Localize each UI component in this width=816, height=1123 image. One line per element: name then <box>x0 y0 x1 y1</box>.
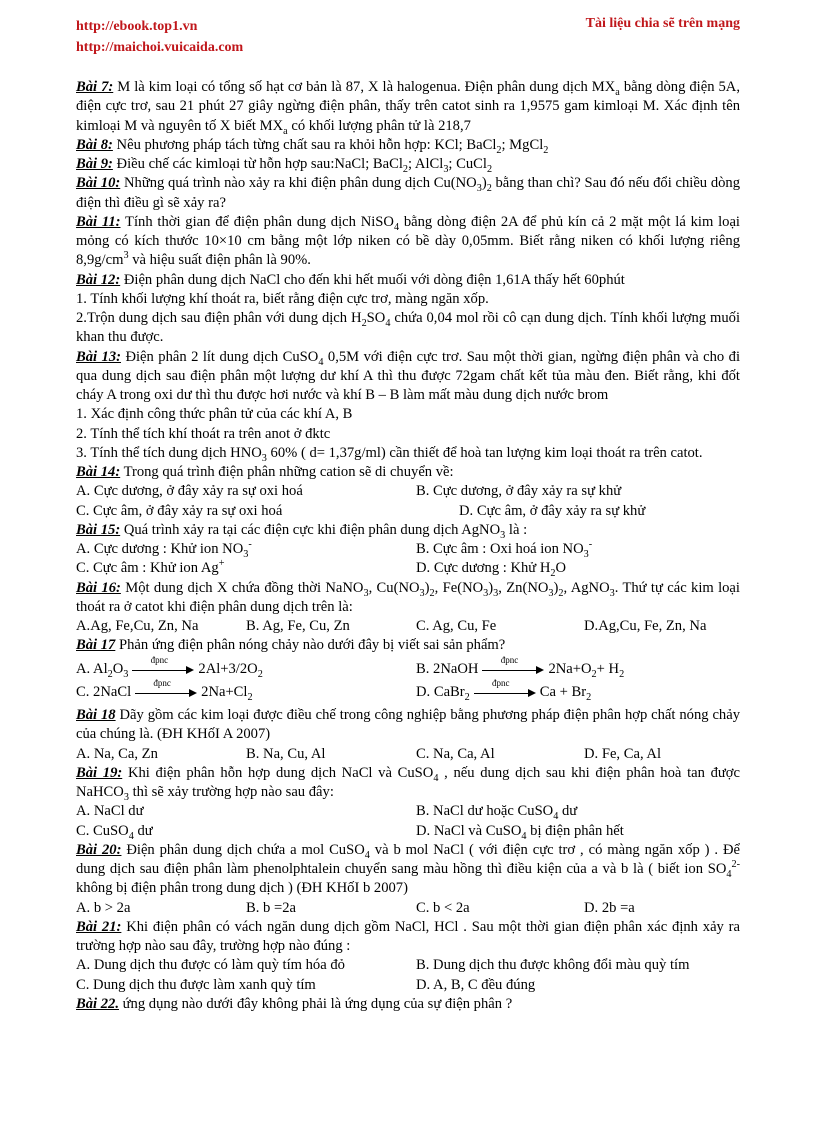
answer-d: D. A, B, C đều đúng <box>416 976 536 993</box>
problem-14 <box>76 463 740 482</box>
answer-d: D. 2b =a <box>584 899 635 916</box>
problem-text: Điện phân dung dịch NaCl cho đến khi hết muối với dòng điện 1,61A thấy hết 60phút <box>123 271 625 288</box>
answer-row <box>76 617 740 636</box>
answer-b: B. Ag, Fe, Cu, Zn <box>246 618 350 634</box>
header-link-ebook[interactable]: http://ebook.top1.vn <box>76 19 198 34</box>
answer-row <box>76 976 740 995</box>
problem-text: Tính thời gian để điện phân dung dịch NiSO$_4$ bằng dòng điện 2A để phủ kín cả 2 mặt một lá kim loại mỏng có kích thước 10×10 cm bằng một lớp niken có bề dày 0,05mm. Biết rằng niken có khối lượng riêng $8,9g/cm^3$ và hiệu suất điện phân là 90%. <box>76 213 740 269</box>
problem-text: Nêu phương pháp tách từng chất sau ra khỏi hỗn hợp: KCl; BaCl$_2$; MgCl$_2$ <box>116 136 549 156</box>
problem-text: ứng dụng nào dưới đây không phải là ứng dụng của sự điện phân ? <box>122 995 513 1012</box>
right-arrow-icon: đpnc <box>132 663 194 675</box>
answer-row <box>76 559 740 578</box>
answer-row <box>76 482 740 501</box>
problem-label: Bài 16: <box>76 579 121 596</box>
answer-c: C. Ag, Cu, Fe <box>416 618 497 634</box>
problem-18 <box>76 706 740 745</box>
problem-label: Bài 11: <box>76 213 121 230</box>
answer-b: B. Cực dương, ở đây xảy ra sự khử <box>416 483 622 500</box>
problem-label: Bài 10: <box>76 175 121 192</box>
problem-label: Bài 22. <box>76 995 119 1012</box>
problem-text: Khi điện phân có vách ngăn dung dịch gồm NaCl, HCl . Sau một thời gian điện phân xác định xảy ra trường hợp nào sau đây, trường hợp nào đúng : <box>76 918 741 954</box>
right-arrow-icon: đpnc <box>135 686 197 698</box>
problem-7 <box>76 78 740 136</box>
problem-16 <box>76 579 740 618</box>
problem-11 <box>76 213 740 271</box>
problem-text: Trong quá trình điện phân những cation sẽ di chuyển về: <box>123 464 454 480</box>
problem-12-part-2: 2.Trộn dung dịch sau điện phân với dung dịch $H_2SO_4$ chứa 0,04 mol rồi cô cạn dung dịch. Tính khối lượng muối khan thu được. <box>76 310 740 346</box>
problem-8 <box>76 136 740 155</box>
problem-label: Bài 19: <box>76 764 123 781</box>
answer-d: D. CaBr$_2$ đpnc $Ca + Br_2$ <box>416 678 592 703</box>
problem-label: Bài 18 <box>76 707 116 723</box>
problem-text: Điện phân dung dịch chứa a mol CuSO$_4$ và b mol NaCl ( với điện cực trơ , có màng ngăn xốp ) . Để dung dịch sau điện phân làm phenolphtalein chuyển sang màu hồng thì điều kiện của a và b là ( biết ion $SO_4^{2-}$ không bị điện phân trong dung dịch ) (ĐH KHốI b 2007) <box>76 841 740 897</box>
answer-c: C. Cực âm, ở đây xảy ra sự oxi hoá <box>76 502 283 519</box>
answer-row <box>76 899 740 918</box>
answer-b: B. Cực âm : Oxi hoá ion $NO_3^-$ <box>416 539 593 560</box>
document-body <box>76 78 740 1014</box>
problem-13-part-2: 2. Tính thể tích khí thoát ra trên anot ở đktc <box>76 425 331 442</box>
problem-label: Bài 20: <box>76 841 122 858</box>
problem-label: Bài 13: <box>76 348 121 365</box>
problem-12-part-1: 1. Tính khối lượng khí thoát ra, biết rằng điện cực trơ, màng ngăn xốp. <box>76 290 489 307</box>
answer-a: A. Na, Ca, Zn <box>76 745 158 762</box>
answer-a: A. Dung dịch thu được có làm quỳ tím hóa đỏ <box>76 957 345 974</box>
answer-row <box>76 802 740 821</box>
problem-22 <box>76 995 740 1014</box>
problem-13-part-3: 3. Tính thể tích dung dịch $HNO_3$ 60% ( d= 1,37g/ml) cần thiết để hoà tan lượng kim loại thoát ra trên catot. <box>76 444 703 464</box>
problem-17 <box>76 636 740 655</box>
header-title: Tài liệu chia sẽ trên mạng <box>585 16 740 31</box>
problem-9 <box>76 155 740 174</box>
problem-12 <box>76 271 740 290</box>
problem-19 <box>76 764 740 803</box>
answer-a: A. Cực dương, ở đây xảy ra sự oxi hoá <box>76 483 303 500</box>
answer-b: B. b =2a <box>246 899 296 916</box>
problem-label: Bài 17 <box>76 637 116 654</box>
problem-10 <box>76 174 740 213</box>
answer-a: A.Ag, Fe,Cu, Zn, Na <box>76 618 199 634</box>
answer-a: A. $Al_2O_3$ đpnc $2Al+3/2O_2$ <box>76 655 263 680</box>
problem-label: Bài 14: <box>76 464 121 480</box>
problem-13 <box>76 348 740 406</box>
answer-c: C. Na, Ca, Al <box>416 745 495 762</box>
answer-d: D.Ag,Cu, Fe, Zn, Na <box>584 618 707 634</box>
problem-text: Một dung dịch X chứa đồng thời NaNO$_3$, $Cu(NO_3)_2$, $Fe(NO_3)_3$, $Zn(NO_3)_2$, AgNO$_3$. Thứ tự các kim loại thoát ra ở catot khi điện phân dung dịch trên là: <box>76 579 740 615</box>
answer-row <box>76 502 740 521</box>
answer-row <box>76 678 740 703</box>
answer-a: A. NaCl dư <box>76 803 144 820</box>
answer-c: C. 2NaCl đpnc $2Na+Cl_2$ <box>76 678 253 703</box>
right-arrow-icon: đpnc <box>482 663 544 675</box>
answer-row <box>76 745 740 764</box>
problem-text: M là kim loại có tổng số hạt cơ bản là 87, X là halogenua. Điện phân dung dịch $MX_a$ bằng dòng điện 5A, điện cực trơ, sau 21 phút 27 giây ngừng điện phân, thấy trên catot sinh ra 1,9575 gam kimloại M. Xác định tên kimloại M và nguyên tố X biết $MX_a$ có khối lượng phân tử là 218,7 <box>76 79 740 137</box>
problem-text: Điện phân 2 lít dung dịch CuSO$_4$ 0,5M với điện cực trơ. Sau một thời gian, ngừng điện phân và cho đi qua dung dịch sau điện phân một lượng dư khí A thì thu được 72gam chất kết tủa màu đen. Biết rằng, khi đốt cháy A trong oxi dư thì thu được hơi nước và khí B – B làm mất màu dung dịch nước brom <box>76 348 741 403</box>
problem-label: Bài 15: <box>76 521 121 538</box>
answer-row <box>76 655 740 680</box>
answer-row <box>76 822 740 841</box>
problem-15 <box>76 521 740 540</box>
answer-a: A. Cực dương : Khử ion $NO_3^-$ <box>76 539 252 560</box>
answer-c: C. Cực âm : Khử ion Ag+ <box>76 558 225 577</box>
problem-label: Bài 7: <box>76 79 114 95</box>
problem-text: Những quá trình nào xảy ra khi điện phân dung dịch $Cu(NO_3)_2$ bằng than chì? Sau đó nếu đổi chiều dòng điện thì điều gì sẽ xảy ra? <box>76 175 741 211</box>
problem-label: Bài 8: <box>76 136 113 153</box>
problem-text: Khi điện phân hỗn hợp dung dịch NaCl và CuSO$_4$ , nếu dung dịch sau khi điện phân hoà tan được NaHCO$_3$ thì sẽ xảy trường hợp nào sau đây: <box>76 764 740 803</box>
problem-21 <box>76 918 740 957</box>
header-link-maichoi[interactable]: http://maichoi.vuicaida.com <box>76 40 244 55</box>
answer-c: C. CuSO$_4$ dư <box>76 822 153 842</box>
header-links <box>76 16 243 58</box>
answer-d: D. Fe, Ca, Al <box>584 745 662 762</box>
problem-20 <box>76 841 740 899</box>
problem-label: Bài 21: <box>76 918 122 935</box>
answer-d: D. NaCl và CuSO$_4$ bị điện phân hết <box>416 822 624 842</box>
problem-text: Quá trình xảy ra tại các điện cực khi điện phân dung dịch AgNO$_3$ là : <box>123 521 528 541</box>
answer-d: D. Cực âm, ở đây xảy ra sự khử <box>459 502 646 519</box>
answer-a: A. b > 2a <box>76 899 131 916</box>
answer-b: B. Dung dịch thu được không đổi màu quỳ tím <box>416 957 690 974</box>
problem-13-part-1: 1. Xác định công thức phân tử của các khí A, B <box>76 406 353 423</box>
answer-row <box>76 956 740 975</box>
answer-b: B. 2NaOH đpnc $2Na+O_2+ H_2$ <box>416 655 625 680</box>
answer-d: D. Cực dương : Khử $H_2O$ <box>416 560 567 580</box>
problem-text: Dãy gồm các kim loại được điều chế trong công nghiệp bằng phương pháp điện phân hợp chất nóng chảy của chúng là. (ĐH KHốI A 2007) <box>76 707 741 743</box>
answer-b: B. Na, Cu, Al <box>246 745 326 762</box>
right-arrow-icon: đpnc <box>474 686 536 698</box>
answer-c: C. b < 2a <box>416 899 470 916</box>
answer-c: C. Dung dịch thu được làm xanh quỳ tím <box>76 976 316 993</box>
problem-text: Phản ứng điện phân nóng chảy nào dưới đây bị viết sai sản phẩm? <box>118 637 506 654</box>
problem-text: Điều chế các kimloại từ hỗn hợp sau:NaCl; BaCl$_2$; AlCl$_3$; CuCl$_2$ <box>116 156 493 175</box>
answer-row <box>76 540 740 559</box>
answer-b: B. NaCl dư hoặc CuSO$_4$ dư <box>416 803 578 823</box>
problem-label: Bài 9: <box>76 156 113 172</box>
problem-label: Bài 12: <box>76 271 121 288</box>
